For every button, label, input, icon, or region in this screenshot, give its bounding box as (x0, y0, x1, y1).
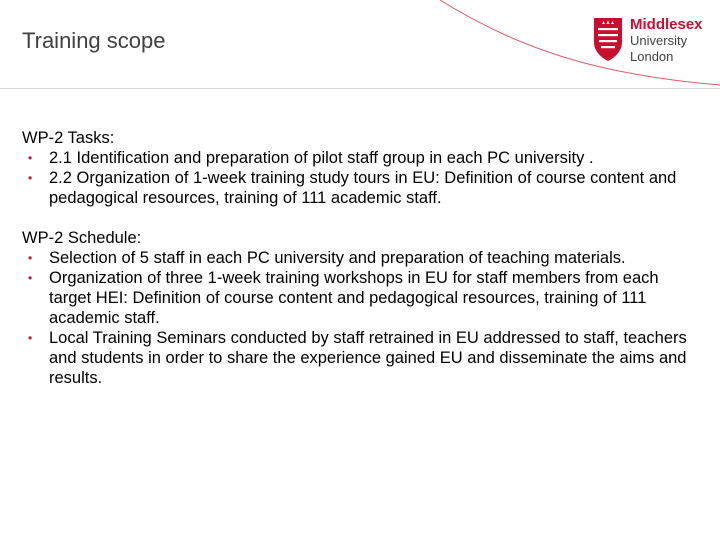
bullet-icon: • (28, 271, 33, 285)
logo-line-1: Middlesex (630, 16, 703, 33)
bullet-icon: • (28, 151, 33, 165)
list-item (22, 168, 702, 208)
list-item-text: Organization of three 1-week training workshops in EU for staff members from each target HEI: Definition of course content and pedagogical resources, training of 111 academic staff. (49, 269, 659, 327)
list-item (22, 328, 702, 388)
university-logo (592, 16, 712, 68)
logo-line-2: University (630, 33, 688, 48)
bullet-list (22, 248, 702, 388)
slide-body (22, 128, 702, 408)
bullet-icon: • (28, 251, 33, 265)
section-schedule (22, 228, 702, 388)
logo-line-3: London (630, 49, 674, 64)
list-item-text: 2.1 Identification and preparation of pilot staff group in each PC university . (49, 149, 594, 167)
section-tasks (22, 128, 702, 208)
bullet-icon: • (28, 171, 33, 185)
section-heading: WP-2 Tasks: (22, 129, 115, 147)
middlesex-shield-icon (592, 16, 624, 62)
list-item-text: Selection of 5 staff in each PC university and preparation of teaching materials. (49, 249, 626, 267)
bullet-list (22, 148, 702, 208)
title-divider (0, 88, 720, 89)
page-title: Training scope (22, 28, 166, 53)
list-item (22, 248, 702, 268)
list-item-text: 2.2 Organization of 1-week training study tours in EU: Definition of course content and pedagogical resources, training of 111 academic staff. (49, 169, 677, 207)
list-item (22, 148, 702, 168)
bullet-icon: • (28, 331, 33, 345)
list-item-text: Local Training Seminars conducted by staff retrained in EU addressed to staff, teachers and students in order to share the experience gained EU and disseminate the aims and results. (49, 329, 687, 387)
section-heading: WP-2 Schedule: (22, 229, 142, 247)
list-item (22, 268, 702, 328)
